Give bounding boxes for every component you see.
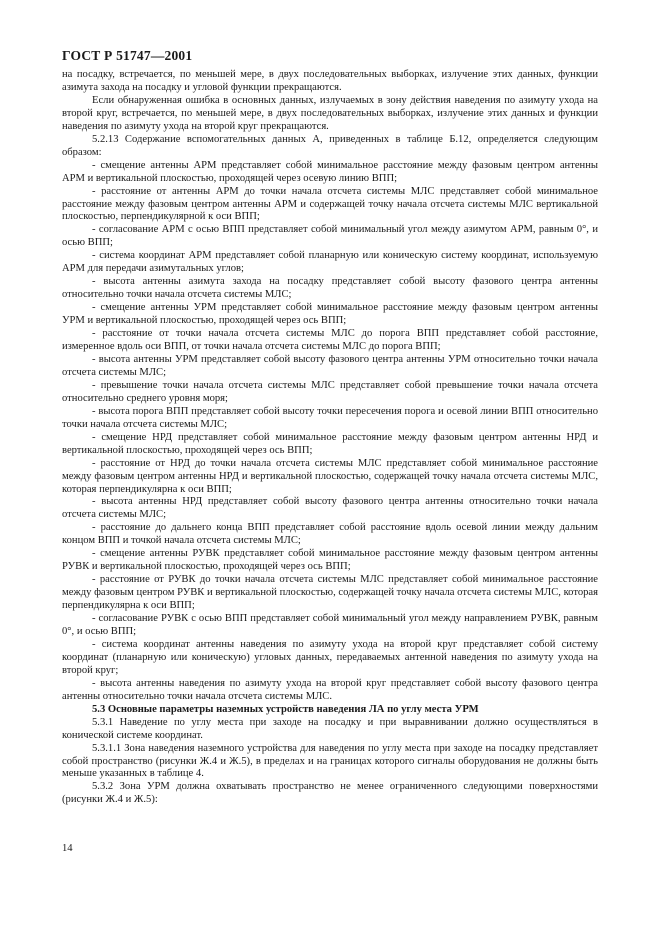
list-item: - высота антенны НРД представляет собой высоту фазового центра антенны относительно точки начала отсчета системы МЛС; [62, 496, 598, 521]
document-id-header: ГОСТ Р 51747—2001 [62, 48, 193, 63]
list-item: - смещение НРД представляет собой минимальное расстояние между фазовым центром антенны НРД и вертикальной плоскостью, проходящей через ось ВПП; [62, 431, 598, 456]
list-item: - высота антенны УРМ представляет собой высоту фазового центра антенны УРМ относительно точки начала отсчета системы МЛС; [62, 353, 598, 378]
list-item: - смещение антенны УРМ представляет собой минимальное расстояние между фазовым центром антенны УРМ и вертикальной плоскостью, проходящей через ось ВПП; [62, 302, 598, 327]
list-item: - смещение антенны РУВК представляет собой минимальное расстояние между фазовым центром антенны РУВК и вертикальной плоскостью, проходящей через ось ВПП; [62, 548, 598, 573]
list-item: - превышение точки начала отсчета системы МЛС представляет собой превышение точки начала отсчета относительно среднего уровня моря; [62, 379, 598, 404]
list-item: - система координат антенны наведения по азимуту ухода на второй круг представляет собой систему координат (планарную или коническую) угловых данных, передаваемых антенной наведения по азимуту ухода на второй круг; [62, 638, 598, 676]
list-item: - расстояние от НРД до точки начала отсчета системы МЛС представляет собой минимальное расстояние между фазовым центром антенны НРД и вертикальной плоскостью, содержащей точку начала отсчета системы МЛС, которая перпендикулярна к оси ВПП; [62, 457, 598, 495]
list-item: - смещение антенны АРМ представляет собой минимальное расстояние между фазовым центром антенны АРМ и вертикальной плоскостью, проходящей через осевую линию ВПП; [62, 159, 598, 184]
list-item: - расстояние от антенны АРМ до точки начала отсчета системы МЛС представляет собой минимальное расстояние между фазовым центром антенны АРМ и содержащей точку начала отсчета системы МЛС вертикальной плоскостью, перпендикулярной к оси ВПП; [62, 185, 598, 223]
document-body [62, 69, 598, 807]
list-item: - расстояние от РУВК до точки начала отсчета системы МЛС представляет собой минимальное расстояние между фазовым центром РУВК и вертикальной плоскостью, содержащей точку начала отсчета системы МЛС, которая перпендикулярна к оси ВПП; [62, 574, 598, 612]
page-number: 14 [62, 843, 73, 854]
clause-5-3-2: 5.3.2 Зона УРМ должна охватывать пространство не менее ограниченного следующими поверхностями (рисунки Ж.4 и Ж.5): [62, 781, 598, 806]
paragraph: Если обнаруженная ошибка в основных данных, излучаемых в зону действия наведения по азимуту ухода на второй круг, встречается, по меньшей мере, в двух последовательных выборках, излучение этих данных и функции наведения по азимуту ухода на второй круг прекращаются. [62, 94, 598, 132]
list-item: - согласование АРМ с осью ВПП представляет собой минимальный угол между азимутом АРМ, равным 0°, и осью ВПП; [62, 224, 598, 249]
paragraph-continuation: на посадку, встречается, по меньшей мере, в двух последовательных выборках, излучение этих данных, функции азимута захода на посадку и угловой функции прекращаются. [62, 69, 598, 93]
list-item: - расстояние до дальнего конца ВПП представляет собой расстояние вдоль осевой линии между дальним концом ВПП и точкой начала отсчета системы МЛС; [62, 522, 598, 547]
clause-5-3-1: 5.3.1 Наведение по углу места при заходе на посадку и при выравнивании должно осуществляться в конической системе координат. [62, 716, 598, 741]
clause-5-2-13: 5.2.13 Содержание вспомогательных данных А, приведенных в таблице Б.12, определяется следующим образом: [62, 133, 598, 158]
list-item: - высота порога ВПП представляет собой высоту точки пересечения порога и осевой линии ВПП относительно точки начала отсчета системы МЛС; [62, 405, 598, 430]
list-item: - согласование РУВК с осью ВПП представляет собой минимальный угол между направлением РУВК, равным 0°, и осью ВПП; [62, 613, 598, 637]
list-item: - расстояние от точки начала отсчета системы МЛС до порога ВПП представляет собой расстояние, измеренное вдоль оси ВПП, от точки начала отсчета системы МЛС до порога ВПП; [62, 328, 598, 353]
list-item: - высота антенны наведения по азимуту ухода на второй круг представляет собой высоту фазового центра антенны относительно точки начала отсчета системы МЛС. [62, 677, 598, 702]
list-item: - высота антенны азимута захода на посадку представляет собой высоту фазового центра антенны относительно точки начала отсчета системы МЛС; [62, 276, 598, 301]
list-item: - система координат АРМ представляет собой планарную или коническую систему координат, используемую АРМ для передачи азимутальных углов; [62, 250, 598, 275]
section-heading-5-3: 5.3 Основные параметры наземных устройств наведения ЛА по углу места УРМ [92, 703, 479, 715]
clause-5-3-1-1: 5.3.1.1 Зона наведения наземного устройства для наведения по углу места при заходе на посадку представляет собой пространство (рисунки Ж.4 и Ж.5), в пределах и на границах которого сигналы оборудования не должны быть меньше указанных в таблице 4. [62, 742, 598, 780]
